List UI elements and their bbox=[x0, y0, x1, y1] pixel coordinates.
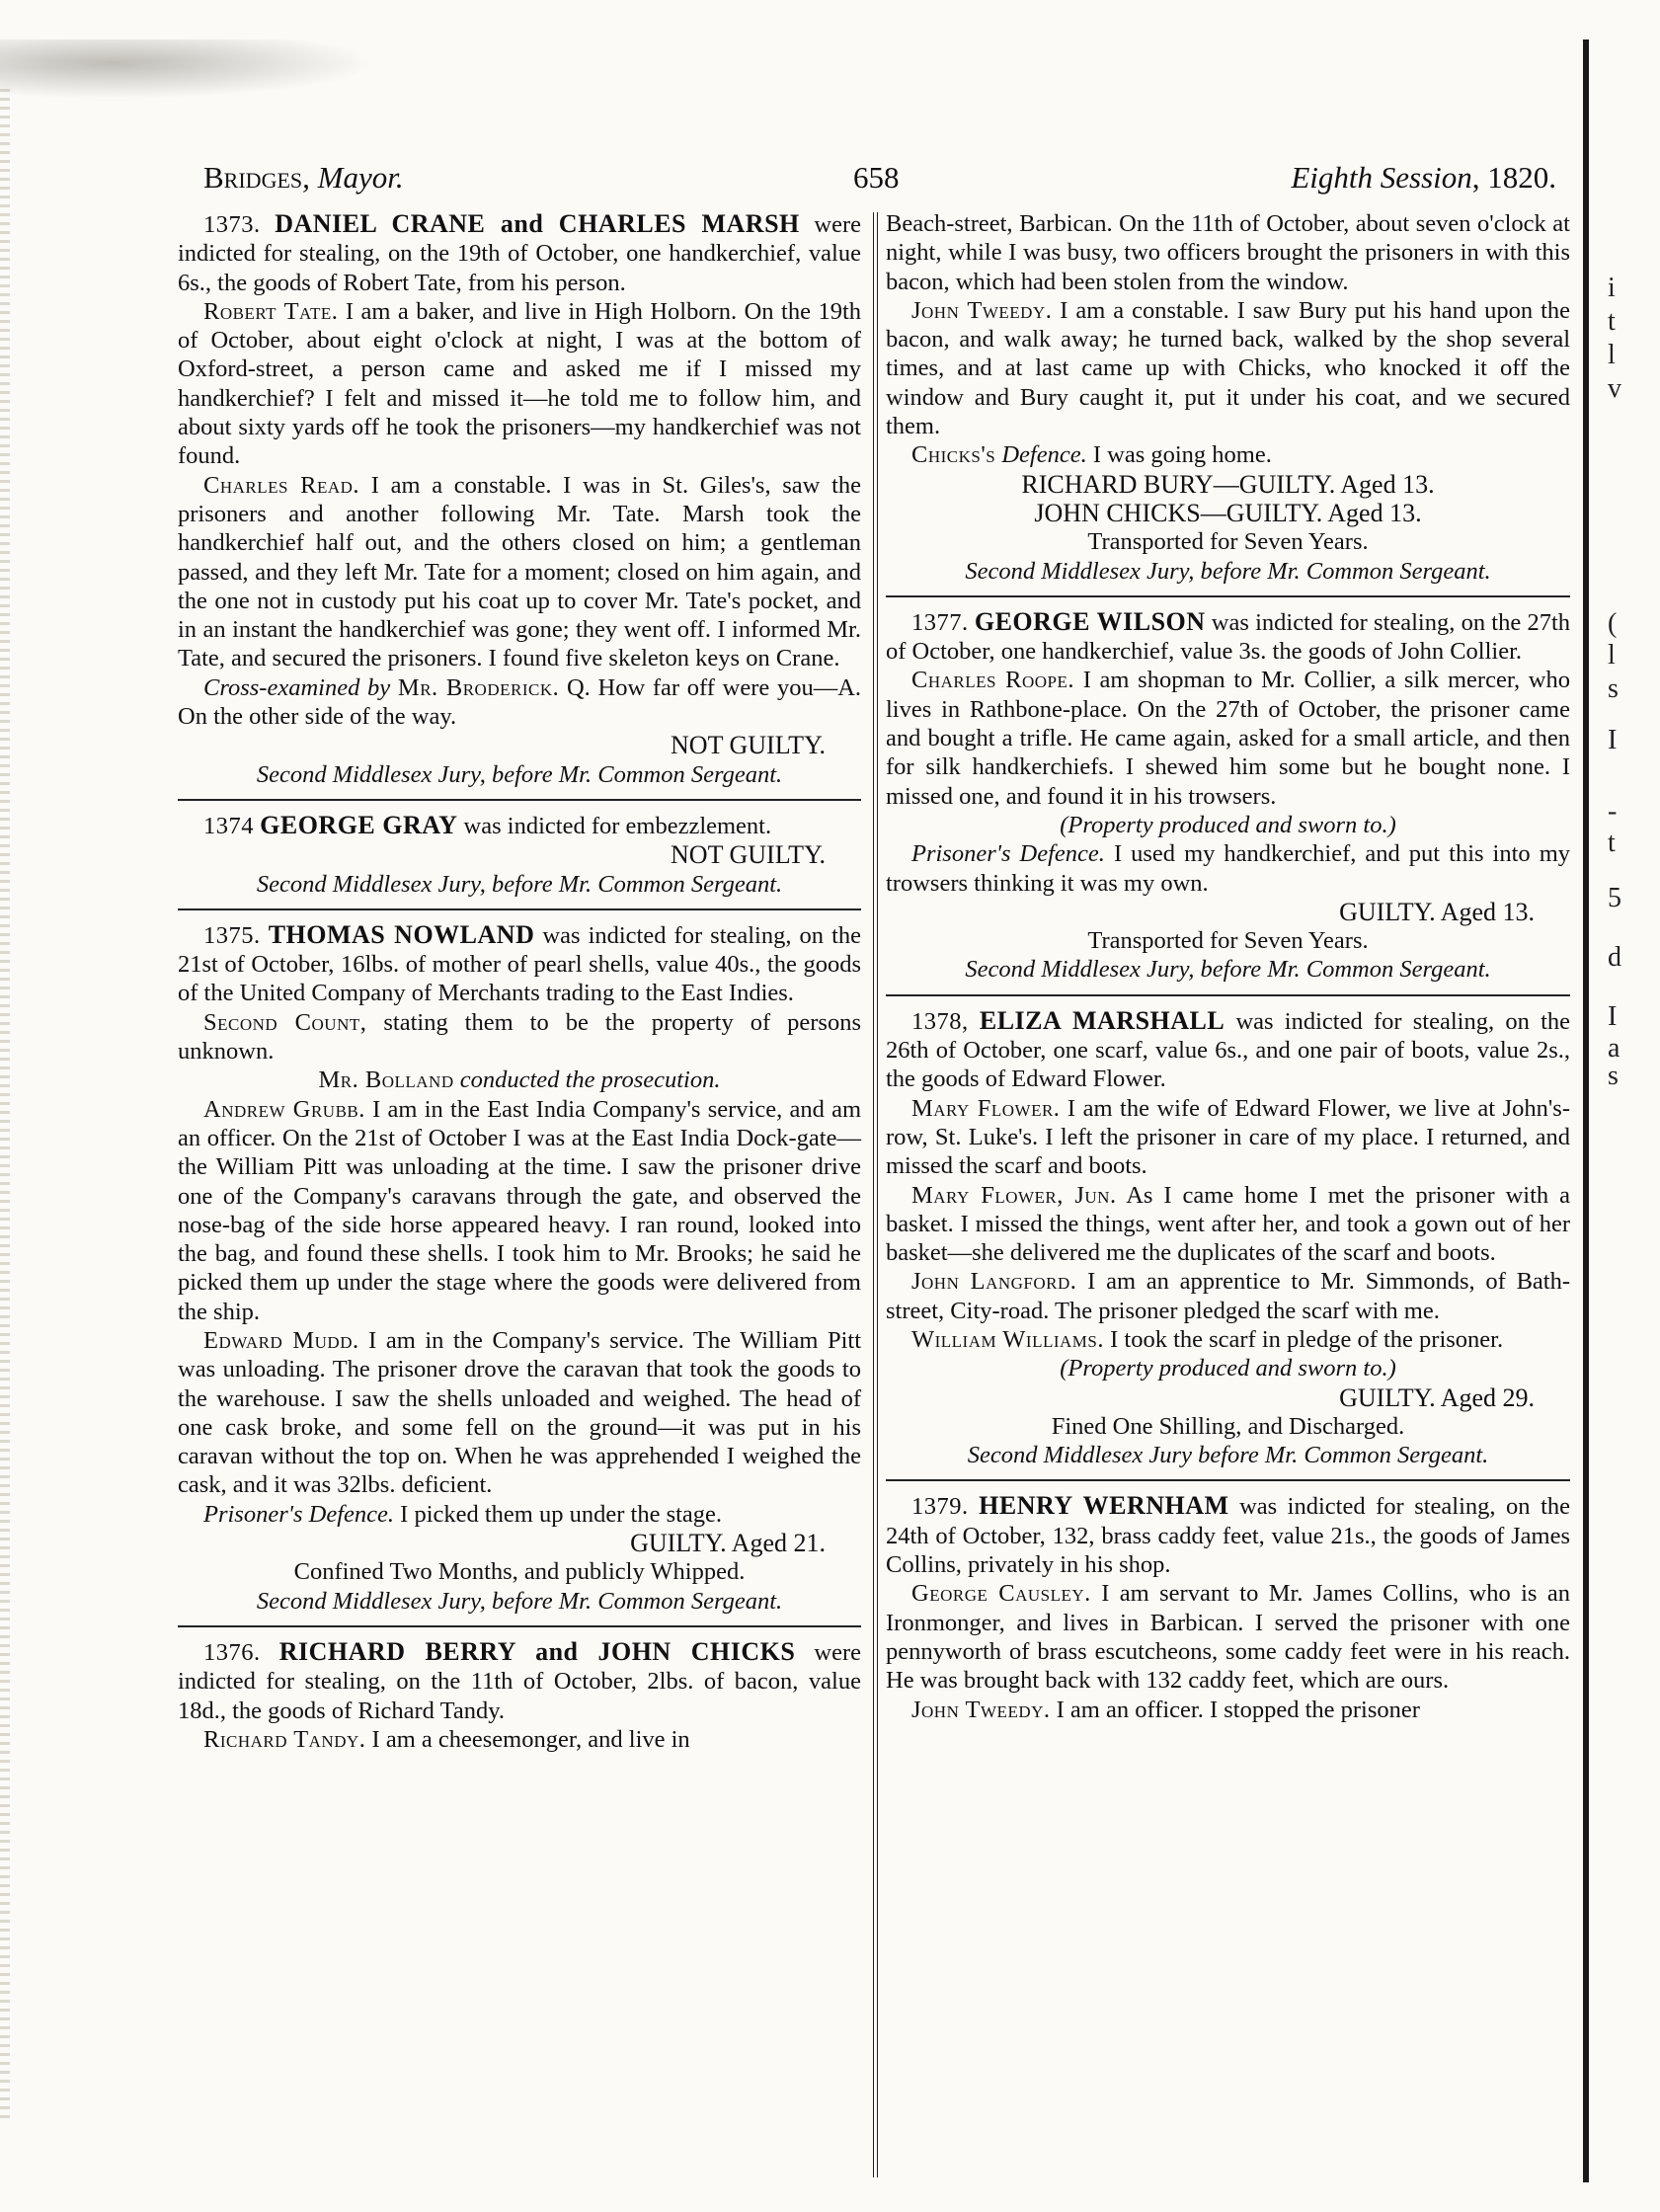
defence-label: Prisoner's Defence. bbox=[203, 1500, 395, 1528]
mayor-title: , Mayor. bbox=[302, 160, 404, 195]
jury-line: Second Middlesex Jury, before Mr. Common Sergeant. bbox=[256, 1587, 783, 1615]
case-1378 bbox=[886, 1006, 1570, 1470]
testimony bbox=[178, 1095, 861, 1326]
jury-line: Second Middlesex Jury, before Mr. Common Sergeant. bbox=[965, 956, 1491, 984]
witness-name: John Tweedy. bbox=[911, 296, 1053, 324]
page-header bbox=[203, 160, 1556, 203]
verdict: RICHARD BURY—GUILTY. Aged 13. bbox=[1021, 469, 1435, 499]
left-column bbox=[178, 209, 861, 1754]
witness-name: Charles Roope. bbox=[911, 667, 1075, 694]
testimony bbox=[886, 296, 1570, 440]
witness-name: George Causley. bbox=[911, 1580, 1091, 1608]
cross-text: Q. How far off were you—A. On the other side of the way. bbox=[178, 673, 862, 731]
case-1377 bbox=[886, 607, 1570, 985]
case-separator bbox=[178, 799, 861, 801]
testimony bbox=[886, 1696, 1570, 1724]
stray-char: a bbox=[1608, 1033, 1620, 1064]
defence-label-italic: Defence. bbox=[1001, 441, 1087, 469]
stray-char: i bbox=[1608, 273, 1616, 303]
case-number: 1374 bbox=[203, 812, 254, 839]
case-heading bbox=[178, 920, 861, 1008]
stray-char: s bbox=[1608, 673, 1619, 704]
stray-char: - bbox=[1608, 796, 1618, 827]
stray-char: t bbox=[1608, 306, 1616, 337]
witness-name: Robert Tate. bbox=[203, 297, 339, 325]
session-name: Eighth Session bbox=[1291, 160, 1472, 195]
testimony-text: I am the wife of Edward Flower, we live at John's-row, St. Luke's. I left the prisoner in care of my place. I returned, and missed the scarf and boots. bbox=[886, 1094, 1570, 1180]
prosecution-note bbox=[178, 1066, 861, 1094]
second-count-label: Second Count, bbox=[203, 1008, 367, 1036]
case-heading bbox=[178, 1637, 861, 1725]
case-separator bbox=[886, 1479, 1570, 1481]
prisoner-defence bbox=[886, 839, 1570, 898]
testimony bbox=[886, 1094, 1570, 1181]
stray-char: l bbox=[1608, 340, 1616, 370]
indictment-text: were indicted for stealing, on the 11th of October, 2lbs. of bacon, value 18d., the goods of Richard Tandy. bbox=[178, 1638, 862, 1724]
testimony-text: I am an officer. I stopped the prisoner bbox=[1056, 1696, 1420, 1723]
right-column bbox=[886, 209, 1570, 1724]
witness-name: Edward Mudd. bbox=[203, 1326, 359, 1354]
testimony-text: I am in the Company's service. The William Pitt was unloading. The prisoner drove the caravan that took the goods to the warehouse. I saw the shells unloaded and weighed. The head of one cask broke, and some fell on the ground—it was put in his caravan without the top on. When he was apprehended I weighed the cask, and it was 32lbs. deficient. bbox=[178, 1326, 861, 1499]
stray-char: l bbox=[1608, 640, 1616, 671]
testimony bbox=[178, 1725, 861, 1754]
case-heading bbox=[178, 811, 861, 840]
witness-name: Andrew Grubb. bbox=[203, 1095, 365, 1123]
defendant-names: GEORGE WILSON bbox=[974, 606, 1206, 636]
cross-label: Cross-examined by bbox=[203, 673, 391, 701]
jury-line: Second Middlesex Jury, before Mr. Common Sergeant. bbox=[256, 760, 783, 788]
case-1376 bbox=[178, 1637, 861, 1754]
property-note: (Property produced and sworn to.) bbox=[1060, 811, 1396, 838]
witness-name: Charles Read. bbox=[203, 471, 360, 499]
prisoner-defence bbox=[178, 1500, 861, 1529]
second-count bbox=[178, 1008, 861, 1066]
column-divider bbox=[873, 212, 878, 2177]
jury-line: Second Middlesex Jury before Mr. Common Sergeant. bbox=[967, 1442, 1489, 1469]
defendant-names: ELIZA MARSHALL bbox=[979, 1005, 1225, 1035]
witness-name: John Langford. bbox=[911, 1268, 1077, 1296]
testimony bbox=[178, 297, 861, 471]
testimony bbox=[886, 1579, 1570, 1695]
testimony-text: I am an apprentice to Mr. Simmonds, of Bath-street, City-road. The prisoner pledged the scarf with me. bbox=[886, 1268, 1570, 1324]
testimony-text: I am a cheesemonger, and live in bbox=[371, 1725, 690, 1753]
testimony-text: I am a constable. I saw Bury put his hand upon the bacon, and walk away; he turned back, walked by the shop several times, and at last came up with Chicks, who knocked it off the window and Bury caught it, put it under his coat, and we secured them. bbox=[886, 296, 1570, 440]
indictment-text: was indicted for stealing, on the 27th of October, one handkerchief, value 3s. the goods of John Collier. bbox=[886, 608, 1571, 666]
case-heading bbox=[886, 1491, 1570, 1579]
verdict: GUILTY. Aged 29. bbox=[1339, 1382, 1535, 1412]
counsel-name: Mr. Broderick. bbox=[397, 673, 560, 701]
prosecutor-name: Mr. Bolland bbox=[318, 1066, 454, 1094]
indictment-text: was indicted for stealing, on the 21st of October, 16lbs. of mother of pearl shells, value 40s., the goods of the United Company of Merchants trading to the East Indies. bbox=[178, 921, 862, 1007]
jury-line: Second Middlesex Jury, before Mr. Common Sergeant. bbox=[965, 557, 1491, 585]
case-heading bbox=[178, 209, 861, 297]
second-count-text: stating them to be the property of persons unknown. bbox=[178, 1008, 861, 1066]
testimony-text: I took the scarf in pledge of the prisoner. bbox=[1110, 1325, 1504, 1353]
testimony bbox=[886, 666, 1570, 810]
defendant-names: HENRY WERNHAM bbox=[979, 1491, 1229, 1521]
case-separator bbox=[178, 1625, 861, 1627]
indictment-text: was indicted for stealing, on the 26th of October, one scarf, value 6s., and one pair of boots, value 2s., the goods of Edward Flower. bbox=[886, 1007, 1571, 1093]
witness-name: William Williams. bbox=[911, 1325, 1104, 1353]
cross-examination bbox=[178, 673, 861, 732]
case-separator bbox=[886, 994, 1570, 996]
page-edge-left bbox=[0, 89, 10, 2123]
case-number: 1376. bbox=[203, 1638, 261, 1666]
witness-name: Richard Tandy. bbox=[203, 1725, 366, 1753]
testimony bbox=[886, 1267, 1570, 1325]
case-number: 1373. bbox=[203, 211, 261, 238]
defendant-names: RICHARD BERRY and JOHN CHICKS bbox=[278, 1636, 796, 1666]
testimony-text: As I came home I met the prisoner with a basket. I missed the things, went after her, and took a gown out of her basket—she delivered me the duplicates of the scarf and boots. bbox=[886, 1181, 1570, 1267]
indictment-text: was indicted for stealing, on the 24th of October, 132, brass caddy feet, value 21s., the goods of James Collins, privately in his shop. bbox=[886, 1493, 1571, 1579]
defence-label: Prisoner's Defence. bbox=[911, 840, 1105, 868]
case-1374 bbox=[178, 811, 861, 899]
testimony bbox=[178, 1326, 861, 1500]
case-1373 bbox=[178, 209, 861, 789]
testimony bbox=[178, 471, 861, 673]
verdict: JOHN CHICKS—GUILTY. Aged 13. bbox=[1034, 498, 1422, 527]
defence-label: Chicks's bbox=[911, 441, 996, 469]
case-heading bbox=[886, 1006, 1570, 1094]
witness-name: Mary Flower. bbox=[911, 1094, 1061, 1122]
defendant-names: DANIEL CRANE and CHARLES MARSH bbox=[275, 209, 800, 238]
sentence: Transported for Seven Years. bbox=[1087, 528, 1369, 556]
verdict: GUILTY. Aged 21. bbox=[630, 1529, 826, 1558]
indictment-text: was indicted for embezzlement. bbox=[463, 812, 772, 839]
header-left bbox=[203, 160, 404, 196]
stray-char: v bbox=[1608, 373, 1621, 404]
testimony-text: I am in the East India Company's service, and am an officer. On the 21st of October I was at the East India Dock-gate—the William Pitt was unloading at the time. I saw the prisoner drive one of the Company's caravans through the gate, and observed the nose-bag of the side horse appeared heavy. I ran round, looked into the bag, and found these shells. I took him to Mr. Brooks; he said he picked them up under the stage where the goods were delivered from the ship. bbox=[178, 1095, 862, 1325]
stray-char: I bbox=[1608, 1001, 1618, 1032]
indictment-text: were indicted for stealing, on the 19th of October, one handkerchief, value 6s., the goods of Robert Tate, from his person. bbox=[178, 211, 861, 296]
sentence: Fined One Shilling, and Discharged. bbox=[1051, 1412, 1405, 1440]
prosecution-text: conducted the prosecution. bbox=[459, 1066, 721, 1094]
case-number: 1378, bbox=[911, 1007, 969, 1035]
verdict: GUILTY. Aged 13. bbox=[1339, 897, 1535, 926]
property-note: (Property produced and sworn to.) bbox=[1060, 1355, 1396, 1382]
testimony-text: I am servant to Mr. James Collins, who is an Ironmonger, and lives in Barbican. I served the prisoner with one pennyworth of brass escutcheons, some caddy feet were in his reach. He was brought back with 132 caddy feet, which are ours. bbox=[886, 1580, 1571, 1695]
case-number: 1379. bbox=[911, 1493, 969, 1521]
testimony-text: I am shopman to Mr. Collier, a silk mercer, who lives in Rathbone-place. On the 27th of October, the prisoner came and bought a trifle. He came again, asked for a small article, and then for silk handkerchiefs. I shewed him some but he bought none. I missed one, and found it in his trowsers. bbox=[886, 667, 1571, 810]
testimony-text: I am a baker, and live in High Holborn. On the 19th of October, about eight o'clock at night, I was at the bottom of Oxford-street, a person came and asked me if I missed my handkerchief? I felt and missed it—he told me to follow him, and about sixty yards off he took the prisoners—my handkerchief was not found. bbox=[178, 297, 862, 470]
sentence: Transported for Seven Years. bbox=[1087, 927, 1369, 955]
sentence: Confined Two Months, and publicly Whipped. bbox=[293, 1558, 746, 1586]
header-right bbox=[1291, 160, 1556, 196]
witness-name: Mary Flower, Jun. bbox=[911, 1181, 1117, 1209]
mayor-name: Bridges bbox=[203, 160, 303, 195]
case-separator bbox=[886, 595, 1570, 597]
jury-line: Second Middlesex Jury, before Mr. Common Sergeant. bbox=[256, 870, 783, 898]
scan-smudge bbox=[0, 40, 375, 99]
defence-text: I was going home. bbox=[1092, 441, 1272, 469]
testimony bbox=[886, 1181, 1570, 1268]
defence-text: I picked them up under the stage. bbox=[400, 1500, 723, 1528]
witness-name: John Tweedy. bbox=[911, 1696, 1051, 1723]
page-number: 658 bbox=[853, 160, 900, 195]
case-heading bbox=[886, 607, 1570, 667]
page-binding-edge bbox=[1583, 40, 1589, 2182]
case-1375 bbox=[178, 920, 861, 1616]
case-1376-continued bbox=[886, 209, 1570, 586]
case-1379 bbox=[886, 1491, 1570, 1723]
defendant-names: THOMAS NOWLAND bbox=[268, 919, 535, 949]
defence-text: I used my handkerchief, and put this into my trowsers thinking it was my own. bbox=[886, 840, 1570, 897]
stray-char: 5 bbox=[1608, 883, 1621, 913]
testimony bbox=[886, 1325, 1570, 1354]
verdict: NOT GUILTY. bbox=[671, 840, 826, 870]
testimony-text: I am a constable. I was in St. Giles's, saw the prisoners and another following Mr. Tate. Marsh took the handkerchief half out, and the others closed on him; a gentleman passed, and they left Mr. Tate for a moment; closed on him again, and the one not in custody put his coat up to cover Mr. Tate's pocket, and in an instant the handkerchief was gone; they went off. I informed Mr. Tate, and secured the prisoners. I found five skeleton keys on Crane. bbox=[178, 471, 862, 672]
stray-char: d bbox=[1608, 942, 1621, 973]
verdict: NOT GUILTY. bbox=[671, 731, 826, 760]
stray-char: ( bbox=[1608, 608, 1618, 639]
defendant-names: GEORGE GRAY bbox=[260, 810, 458, 839]
stray-char: t bbox=[1608, 828, 1616, 858]
case-number: 1375. bbox=[203, 921, 261, 949]
case-number: 1377. bbox=[911, 608, 969, 636]
testimony-continued: Beach-street, Barbican. On the 11th of October, about seven o'clock at night, while I was busy, two officers brought the prisoners in with this bacon, which had been stolen from the window. bbox=[886, 210, 1570, 295]
stray-char: s bbox=[1608, 1061, 1619, 1091]
prisoner-defence bbox=[886, 440, 1570, 469]
case-separator bbox=[178, 908, 861, 910]
session-year: , 1820. bbox=[1471, 160, 1556, 195]
stray-char: I bbox=[1608, 725, 1618, 755]
